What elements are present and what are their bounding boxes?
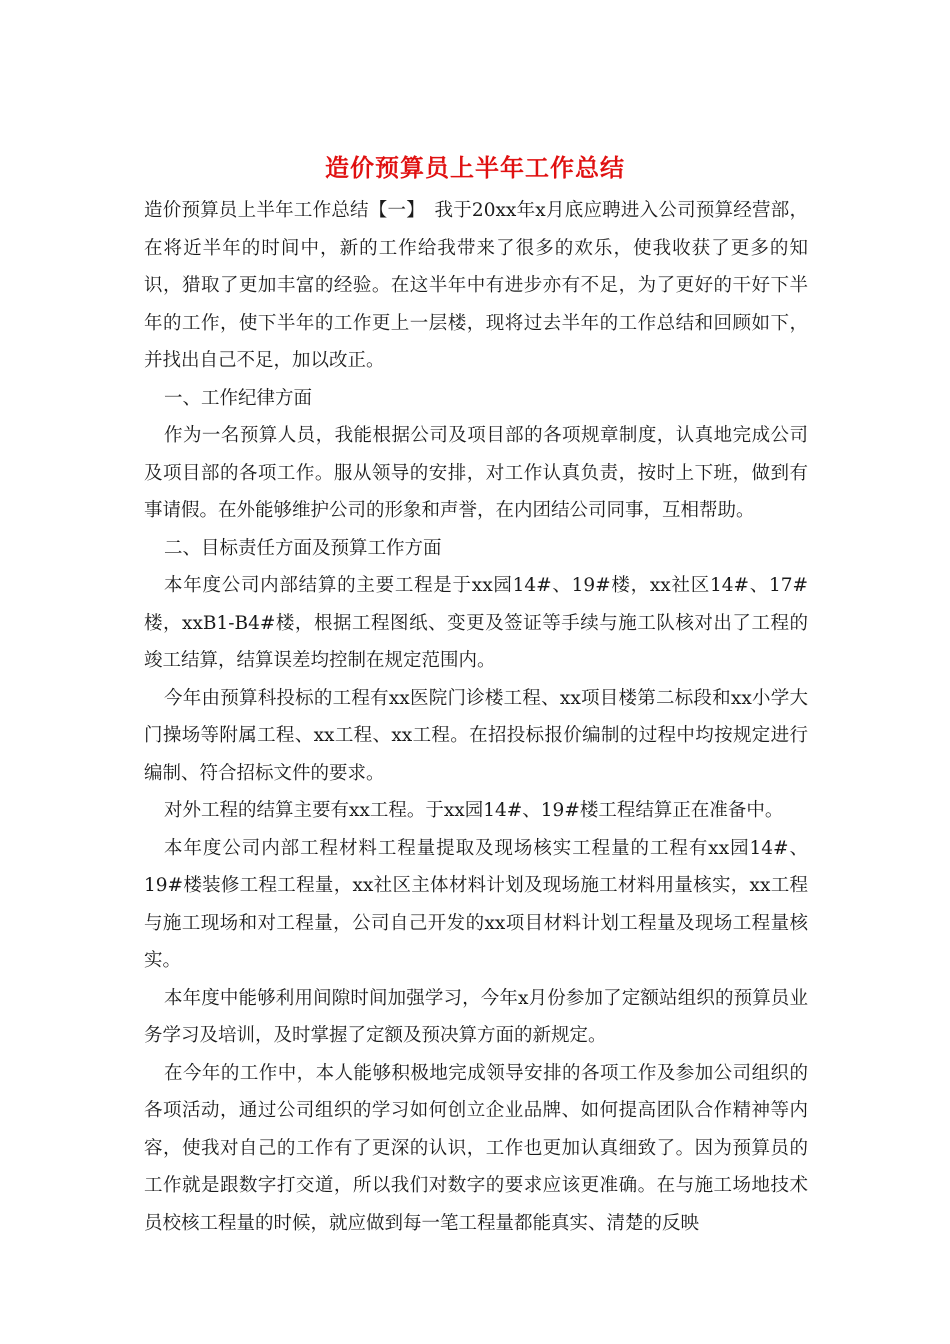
paragraph-work-attitude: 在今年的工作中，本人能够积极地完成领导安排的各项工作及参加公司组织的各项活动，通过公司组织的学习如何创立企业品牌、如何提高团队合作精神等内容，使我对自己的工作有了更深的认识，工作也更加认真细致了。因为预算员的工作就是跟数字打交道，所以我们对数字的要求应该更准确。在与施工场地技术员校核工程量的时候，就应做到每一笔工程量都能真实、清楚的反映 [144, 1062, 808, 1234]
paragraph-training: 本年度中能够利用间隙时间加强学习，今年x月份参加了定额站组织的预算员业务学习及培训，及时掌握了定额及预决算方面的新规定。 [144, 987, 808, 1046]
paragraph-internal-settlement: 本年度公司内部结算的主要工程是于xx园14#、19#楼，xx社区14#、17#楼，xxB1-B4#楼，根据工程图纸、变更及签证等手续与施工队核对出了工程的竣工结算，结算误差均控制在规定范围内。 [144, 575, 808, 671]
section-heading-responsibility: 二、目标责任方面及预算工作方面 [164, 537, 442, 559]
paragraph-intro: 造价预算员上半年工作总结【一】 我于20xx年x月底应聘进入公司预算经营部，在将近半年的时间中，新的工作给我带来了很多的欢乐，使我收获了更多的知识，猎取了更加丰富的经验。在这半年中有进步亦有不足，为了更好的干好下半年的工作，使下半年的工作更上一层楼，现将过去半年的工作总结和回顾如下，并找出自己不足，加以改正。 [144, 200, 808, 371]
paragraph-external-settlement: 对外工程的结算主要有xx工程。于xx园14#、19#楼工程结算正在准备中。 [164, 800, 784, 821]
document-body [144, 192, 808, 1242]
paragraph-discipline: 作为一名预算人员，我能根据公司及项目部的各项规章制度，认真地完成公司及项目部的各项工作。服从领导的安排，对工作认真负责，按时上下班，做到有事请假。在外能够维护公司的形象和声誉，在内团结公司同事，互相帮助。 [144, 425, 808, 521]
paragraph-bidding: 今年由预算科投标的工程有xx医院门诊楼工程、xx项目楼第二标段和xx小学大门操场等附属工程、xx工程、xx工程。在招投标报价编制的过程中均按规定进行编制、符合招标文件的要求。 [144, 687, 808, 784]
section-heading-discipline: 一、工作纪律方面 [164, 387, 313, 409]
paragraph-material-quantities: 本年度公司内部工程材料工程量提取及现场核实工程量的工程有xx园14#、19#楼装修工程工程量，xx社区主体材料计划及现场施工材料用量核实，xx工程与施工现场和对工程量，公司自己开发的xx项目材料计划工程量及现场工程量核实。 [144, 837, 808, 971]
document-title: 造价预算员上半年工作总结 [325, 153, 625, 182]
